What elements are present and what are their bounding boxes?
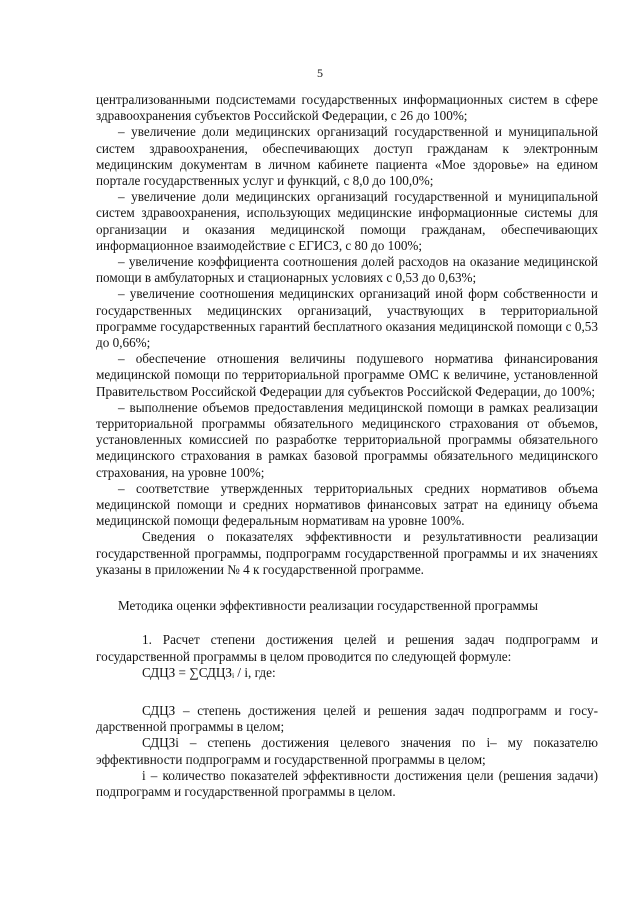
- paragraph-bullet-electronic-records: – увеличение доли медицинских организаций государственной и муниципальной систем здравоохранения, обеспечивающих доступ гражданам к электронным медицинским документам в личном кабинете пациента «Мое здоровье» на едином портале государственных услуг и функций, с 8,0 до 100,0%;: [96, 124, 598, 189]
- page-number: 5: [317, 66, 323, 80]
- paragraph-bullet-private-organizations: – увеличение соотношения медицинских организаций иной форм собственности и государственных медицинских организаций, участвующих в территориальной программе государственных гарантий бесплатного оказания медицинской помощи с 0,53 до 0,66%;: [96, 286, 598, 351]
- document-body: [96, 92, 598, 800]
- paragraph-method-intro: 1. Расчет степени достижения целей и решения задач подпрограмм и государственной программы в целом проводится по следующей формуле:: [96, 632, 598, 664]
- paragraph-bullet-per-capita-norm: – обеспечение отношения величины подушевого норматива финансирования медицинской помощи по территориальной программе ОМС к величине, установленной Правительством Российской Федерации для субъектов Российской Федерации, до 100%;: [96, 351, 598, 399]
- paragraph-bullet-volume-fulfillment: – выполнение объемов предоставления медицинской помощи в рамках реализации территориальной программы обязательного медицинского страхования от объемов, установленных комиссией по разработке территориальной программы обязательного медицинского страхования в рамках базовой программы обязательного медицинского страхования, на уровне 100%;: [96, 399, 598, 480]
- formula: СДЦЗ = ∑СДЦЗᵢ / i, где:: [142, 664, 276, 680]
- paragraph-bullet-norm-compliance: – соответствие утвержденных территориальных средних нормативов объема медицинской помощи и средних нормативов финансовых затрат на единицу объема медицинской помощи федеральным нормативам на уровне 100%.: [96, 480, 598, 529]
- definition-sdcz: СДЦЗ – степень достижения целей и решения задач подпрограмм и государственной программы в целом;: [96, 702, 598, 735]
- paragraph-continued: централизованными подсистемами государственных информационных систем в сфере здравоохранения субъектов Российской Федерации, с 26 до 100%;: [96, 92, 598, 124]
- section-heading: Методика оценки эффективности реализации государственной программы: [118, 598, 539, 614]
- definition-i: i – количество показателей эффективности достижения цели (решения задачи) подпрограмм и государственной программы в целом.: [96, 767, 598, 799]
- paragraph-bullet-medical-info-systems: – увеличение доли медицинских организаций государственной и муниципальной систем здравоохранения, использующих медицинские информационные системы для организации и оказания медицинской помощи гражданам, обеспечивающих информационное взаимодействие с ЕГИСЗ, с 80 до 100%;: [96, 189, 598, 253]
- paragraph-indicators-reference: Сведения о показателях эффективности и результативности реализации государственной программы, подпрограмм государственной программы и их значениях указаны в приложении № 4 к государственной программе.: [96, 529, 598, 577]
- definition-sdczi: СДЦЗi – степень достижения целевого значения по i– му показателю эффективности подпрограмм и государственной программы в целом;: [96, 735, 598, 767]
- paragraph-bullet-cost-ratio: – увеличение коэффициента соотношения долей расходов на оказание медицинской помощи в амбулаторных и стационарных условиях с 0,53 до 0,63%;: [96, 254, 598, 286]
